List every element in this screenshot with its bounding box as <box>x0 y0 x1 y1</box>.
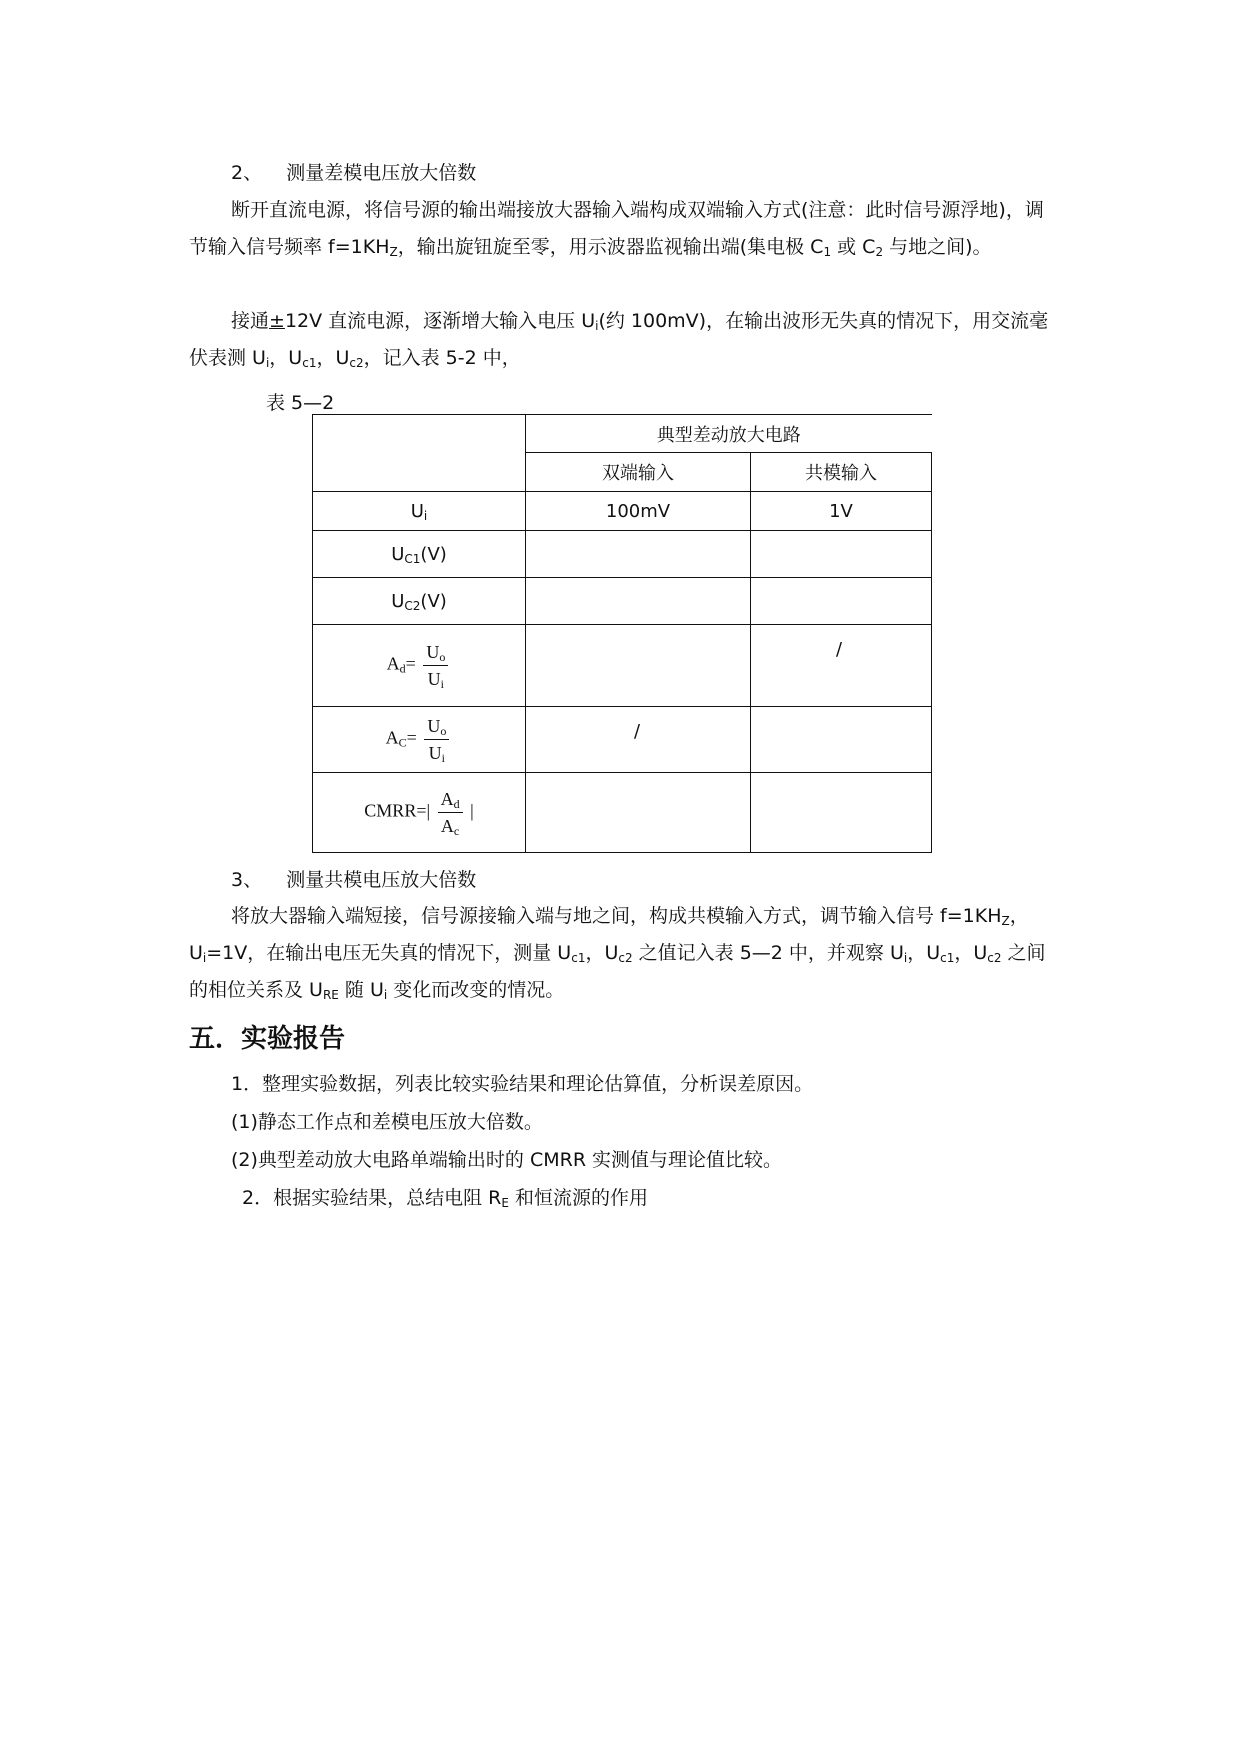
cell-ui-double: 100mV <box>526 492 751 531</box>
data-table <box>312 414 932 853</box>
table-corner-cell <box>313 415 526 492</box>
section-title: 测量共模电压放大倍数 <box>286 869 477 891</box>
table-row <box>313 707 932 773</box>
section-3-paragraph: 将放大器输入端短接，信号源接输入端与地之间，构成共模输入方式，调节输入信号 $f=1KH_Z$，$U_i=1V$，在输出电压无失真的情况下，测量 $U_{c1}$，$U_{c2}$ 之值记入表 5—2 中，并观察 $U_i$，$U_{c1}$，$U_{c2}$ 之间的相位关系及 $U_{RE}$ 随 $U_i$ 变化而改变的情况。 <box>189 905 1046 1002</box>
cell-ad-double[interactable] <box>526 625 751 707</box>
table-caption: 表 5—2 <box>266 392 335 414</box>
report-item-2: 2．根据实验结果，总结电阻 $R_E$ 和恒流源的作用 <box>242 1187 648 1210</box>
section-3-heading <box>231 862 1101 899</box>
row-label-cmrr: CMRR=| $\frac{A_d}{A_c}$ | <box>313 773 526 853</box>
row-label-uc1: $U_{C1}(V)$ <box>313 531 526 578</box>
section-number: 2、 <box>231 162 263 184</box>
table-row <box>313 625 932 707</box>
section-2-paragraph-1: 断开直流电源，将信号源的输出端接放大器输入端构成双端输入方式(注意：此时信号源浮地)，调节输入信号频率 $f=1KH_Z$，输出旋钮旋至零，用示波器监视输出端(集电极 $C_1$ 或 $C_2$ 与地之间)。 <box>189 199 1044 259</box>
section-title: 测量差模电压放大倍数 <box>286 162 477 184</box>
column-header-double: 双端输入 <box>526 453 751 492</box>
section-2-heading <box>231 155 1101 192</box>
cell-ui-common: 1V <box>751 492 932 531</box>
cmrr-fraction: $\frac{A_d}{A_c}$ <box>438 786 463 839</box>
cell-uc1-common[interactable] <box>751 531 932 578</box>
cell-ad-common: / <box>751 625 932 707</box>
table-row <box>313 578 932 625</box>
section-number: 3、 <box>231 869 263 891</box>
row-label-uc2: $U_{C2}(V)$ <box>313 578 526 625</box>
cell-uc2-common[interactable] <box>751 578 932 625</box>
row-label-ad: $A_d=$ $\frac{U_o}{U_i}$ <box>313 625 526 707</box>
table-row <box>313 531 932 578</box>
cell-ac-double: / <box>526 707 751 773</box>
cell-cmrr-common[interactable] <box>751 773 932 853</box>
ac-fraction: $\frac{U_o}{U_i}$ <box>424 713 449 766</box>
report-item-1: 1．整理实验数据，列表比较实验结果和理论估算值，分析误差原因。 <box>231 1073 814 1095</box>
report-item-1a: (1)静态工作点和差模电压放大倍数。 <box>231 1111 543 1133</box>
column-header-common: 共模输入 <box>751 453 932 492</box>
cell-uc2-double[interactable] <box>526 578 751 625</box>
table-row <box>313 492 932 531</box>
row-label-ac: $A_C=$ $\frac{U_o}{U_i}$ <box>313 707 526 773</box>
cell-ac-common[interactable] <box>751 707 932 773</box>
cell-cmrr-double[interactable] <box>526 773 751 853</box>
report-item-1b: (2)典型差动放大电路单端输出时的 CMRR 实测值与理论值比较。 <box>231 1149 783 1171</box>
section-2-paragraph-2: 接通±12V 直流电源，逐渐增大输入电压 $U_i$(约 100mV)，在输出波形无失真的情况下，用交流毫伏表测 $U_i$，$U_{c1}$，$U_{c2}$，记入表 5-2 中， <box>189 310 1049 370</box>
ad-fraction: $\frac{U_o}{U_i}$ <box>423 639 448 692</box>
section-5-heading: 五．实验报告 <box>189 1024 346 1054</box>
table-row <box>313 773 932 853</box>
cell-uc1-double[interactable] <box>526 531 751 578</box>
row-label-ui: $U_i$ <box>313 492 526 531</box>
table-group-header: 典型差动放大电路 <box>526 415 932 453</box>
